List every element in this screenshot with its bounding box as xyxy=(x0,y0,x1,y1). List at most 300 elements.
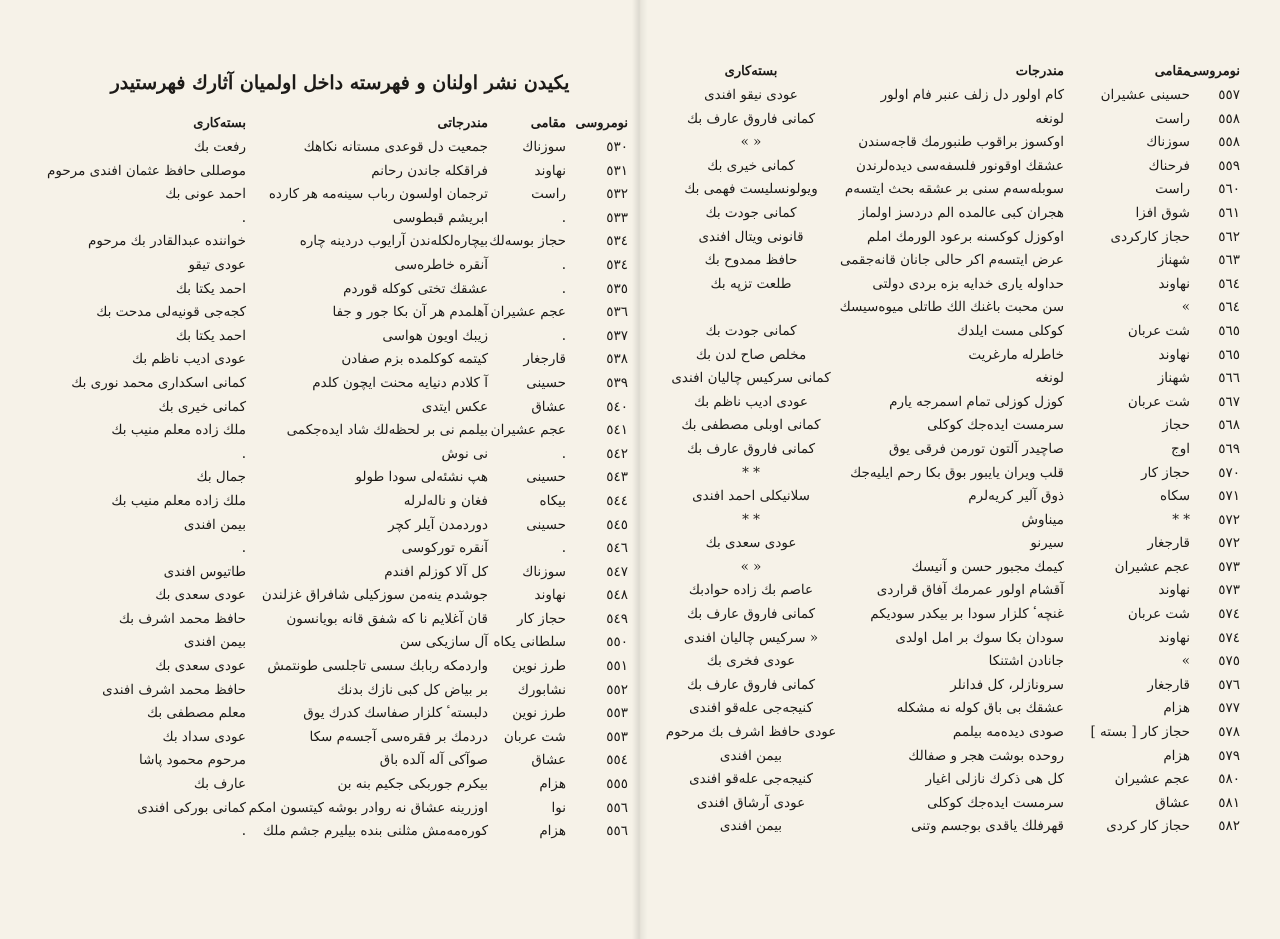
composer-cell: حافظ محمد اشرف بك xyxy=(118,610,246,627)
table-row xyxy=(58,230,628,254)
header-composer: بستەکاری xyxy=(193,116,246,131)
table-row xyxy=(660,721,1260,745)
makam-cell: عجم عشیران xyxy=(1114,558,1190,575)
table-row xyxy=(660,697,1260,721)
content-cell: آ کلادم دنیایە محنت ایچون کلدم xyxy=(312,374,488,391)
content-cell: آنقرە تورکوسی xyxy=(401,540,488,557)
record-number: ٥٦٠ xyxy=(1218,181,1240,198)
table-row xyxy=(660,296,1260,320)
content-cell: حداولە یاری خدایە بزە بردی دولتی xyxy=(872,275,1064,292)
content-cell: سودان بکا سوك بر امل اولدی xyxy=(895,629,1064,646)
content-cell: اوکسوز براقوب طنبورمك قاجەسندن xyxy=(858,134,1064,151)
table-row xyxy=(58,608,628,632)
composer-cell: عودی سعدی بك xyxy=(705,535,797,552)
table-header xyxy=(660,60,1260,84)
composer-cell: حافظ محمد اشرف افندی xyxy=(102,681,246,698)
makam-cell: نشابورك xyxy=(517,681,566,698)
content-cell: بیکرم جوربکی جکیم بنە بن xyxy=(337,776,488,793)
composer-cell: کمانی بورکی افندی xyxy=(137,799,246,816)
makam-cell: شت عربان xyxy=(1127,393,1190,410)
header-number: نومروسی xyxy=(1187,64,1240,79)
record-number: ٥٥٠ xyxy=(606,634,628,651)
makam-cell: شوق افزا xyxy=(1135,204,1190,221)
composer-cell: . xyxy=(241,445,246,462)
makam-cell: نهاوند xyxy=(534,587,566,604)
record-number: ٥٧٧ xyxy=(1218,700,1240,717)
composer-cell: عودی ادیب ناظم بك xyxy=(694,393,808,410)
record-number: ٥٥٦ xyxy=(606,823,628,840)
composer-cell: عودی حافظ اشرف بك مرحوم xyxy=(665,724,837,741)
makam-cell: فرحناك xyxy=(1148,157,1190,174)
content-cell: دردمك بر فقرەسی آجسەم سکا xyxy=(309,728,488,745)
content-cell: قان آغلایم نا که شفق قانه بویانسون xyxy=(286,610,488,627)
table-row xyxy=(58,797,628,821)
makam-cell: راست xyxy=(531,186,566,203)
makam-cell: عشاق xyxy=(531,752,566,769)
content-cell: عشقك تختی کوکلە قوردم xyxy=(343,280,488,297)
makam-cell: سلطانی یکاه xyxy=(493,634,566,651)
content-cell: نی نوش xyxy=(441,445,488,462)
makam-cell: عشاق xyxy=(1155,794,1190,811)
record-number: ٥٣٢ xyxy=(606,186,628,203)
record-number: ٥٤٤ xyxy=(606,492,628,509)
composer-cell: بیمن افندی xyxy=(183,634,246,651)
makam-cell: حجاز کار xyxy=(1140,464,1190,481)
table-row xyxy=(58,207,628,231)
record-number: ٥٧٨ xyxy=(1218,724,1240,741)
composer-cell: * * xyxy=(742,464,760,481)
table-row xyxy=(660,745,1260,769)
record-number: ٥٦١ xyxy=(1218,204,1240,221)
makam-cell: شت عربان xyxy=(1127,606,1190,623)
makam-cell: حجاز کار کردی xyxy=(1106,818,1190,835)
table-row xyxy=(58,466,628,490)
composer-cell: موصللی حافظ عثمان افندی مرحوم xyxy=(47,162,246,179)
table-row xyxy=(58,183,628,207)
content-cell: لونغە xyxy=(1035,370,1064,387)
record-number: ٥٧٣ xyxy=(1218,582,1240,599)
makam-cell: قارجغار xyxy=(523,351,566,368)
content-cell: آنقرە خاطرەسی xyxy=(394,256,488,273)
content-cell: کوزل کوزلی تمام اسمرجە یارم xyxy=(889,393,1064,410)
composer-cell: . xyxy=(241,823,246,840)
content-cell: هجران کبی عالمدە الم دردسز اولماز xyxy=(858,204,1064,221)
table-row xyxy=(660,792,1260,816)
composer-cell: عاصم بك زادە حوادبك xyxy=(688,582,814,599)
table-row xyxy=(47,160,628,184)
record-number: ٥٦٤ xyxy=(1218,299,1240,316)
table-row xyxy=(58,136,628,160)
composer-cell: . xyxy=(241,540,246,557)
catalog-table-right xyxy=(660,60,1260,839)
makam-cell: عجم عشیران xyxy=(1114,771,1190,788)
content-cell: کل آلا کوزلم افندم xyxy=(384,563,488,580)
record-number: ٥٣٤ xyxy=(606,256,628,273)
composer-cell: کنیجەجی علەقو افندی xyxy=(689,700,813,717)
content-cell: واردمکه ربابك سسی تاجلسی طونتمش xyxy=(267,658,488,675)
record-number: ٥٦٩ xyxy=(1218,440,1240,457)
record-number: ٥٧٤ xyxy=(1218,629,1240,646)
table-row xyxy=(58,325,628,349)
composer-cell: احمد عونی بك xyxy=(165,186,246,203)
composer-cell: ملك زادە معلم منیب بك xyxy=(111,492,246,509)
content-cell: آل سازیکی سن xyxy=(399,634,488,651)
table-row xyxy=(660,273,1260,297)
table-row xyxy=(58,749,628,773)
table-row xyxy=(58,254,628,278)
table-row xyxy=(58,301,628,325)
composer-cell: کنیجەجی علەقو افندی xyxy=(689,771,813,788)
right-page xyxy=(640,0,1280,939)
makam-cell: سوزناك xyxy=(1146,134,1190,151)
record-number: ٥٥٣ xyxy=(606,728,628,745)
table-row xyxy=(660,650,1260,674)
content-cell: سرونازلر، کل فدانلر xyxy=(950,676,1064,693)
content-cell: صاچیدر آلتون تورمن فرقی یوق xyxy=(888,440,1064,457)
table-row xyxy=(58,584,628,608)
makam-cell: . xyxy=(561,445,566,462)
content-cell: کورەمەمش مثلنی بندە بیلیرم جشم ملك xyxy=(262,823,488,840)
composer-cell: کمانی خیری بك xyxy=(158,398,246,415)
record-number: ٥٧٩ xyxy=(1218,747,1240,764)
record-number: ٥٣١ xyxy=(606,162,628,179)
record-number: ٥٥٩ xyxy=(1218,157,1240,174)
content-cell: کیمك مجبور حسن و آنیسك xyxy=(911,558,1064,575)
composer-cell: کمانی فاروق عارف بك xyxy=(686,440,816,457)
composer-cell: مرحوم محمود پاشا xyxy=(139,752,246,769)
composer-cell: ملك زادە معلم منیب بك xyxy=(111,422,246,439)
content-cell: میناوش xyxy=(1021,511,1064,528)
content-cell: عرض ایتسەم اکر حالی جانان قانەجقمی xyxy=(840,252,1064,269)
makam-cell: . xyxy=(561,280,566,297)
table-row xyxy=(660,603,1260,627)
record-number: ٥٧١ xyxy=(1218,488,1240,505)
content-cell: جانادن اشتنکا xyxy=(988,653,1064,670)
book-gutter xyxy=(632,0,648,939)
record-number: ٥٧٢ xyxy=(1218,535,1240,552)
table-row xyxy=(660,202,1260,226)
composer-cell: جمال بك xyxy=(196,469,246,486)
record-number: ٥٦٥ xyxy=(1218,322,1240,339)
content-cell: جمعیت دل قوعدی مستانە نکاهك xyxy=(303,139,488,155)
record-number: ٥٦٥ xyxy=(1218,346,1240,363)
makam-cell: شت عربان xyxy=(503,728,566,745)
content-cell: کام اولور دل زلف عنبر فام اولور xyxy=(880,87,1064,103)
record-number: ٥٧٥ xyxy=(1218,653,1240,670)
makam-cell: بیکاه xyxy=(539,492,566,509)
header-number: نومروسی xyxy=(575,116,628,131)
composer-cell: کمانی فاروق عارف بك xyxy=(686,676,816,693)
table-row xyxy=(58,820,628,844)
content-cell: عکس ایتدی xyxy=(421,398,488,415)
makam-cell: اوج xyxy=(1171,440,1190,457)
content-cell: لونغە xyxy=(1035,110,1064,127)
makam-cell: نهاوند xyxy=(1158,275,1190,292)
content-cell: فراقکلە جاندن رحانم xyxy=(371,162,488,179)
record-number: ٥٥٣ xyxy=(606,705,628,722)
makam-cell: حجاز کارکردی xyxy=(1110,228,1190,245)
header-makam: مقامی xyxy=(530,116,566,131)
makam-cell: حسینی xyxy=(526,374,566,391)
content-cell: صودی دیدەمە بیلمم xyxy=(952,724,1064,741)
record-number: ٥٣٩ xyxy=(606,374,628,391)
composer-cell: مخلص صاح لدن بك xyxy=(695,346,807,363)
table-row xyxy=(58,372,628,396)
content-cell: آقشام اولور عمرمك آفاق قراردی xyxy=(876,582,1064,599)
table-header xyxy=(58,112,628,136)
makam-cell: » xyxy=(1181,653,1190,670)
table-row xyxy=(660,768,1260,792)
table-row xyxy=(58,631,628,655)
makam-cell: . xyxy=(561,256,566,273)
record-number: ٥٦٤ xyxy=(1218,275,1240,292)
content-cell: بیلمم نی بر لحظەلك شاد ایدەجکمی xyxy=(286,422,488,439)
composer-cell: عودی فخری بك xyxy=(706,653,796,670)
composer-cell: . xyxy=(241,209,246,226)
table-row xyxy=(58,679,628,703)
record-number: ٥٥٨ xyxy=(1218,134,1240,151)
makam-cell: قارجغار xyxy=(1147,535,1190,552)
record-number: ٥٣٨ xyxy=(606,351,628,368)
content-cell: فغان و نالەلرلە xyxy=(403,492,488,509)
makam-cell: حسینی xyxy=(526,469,566,486)
composer-cell: کمانی جودت بك xyxy=(705,322,797,339)
makam-cell: راست xyxy=(1155,181,1190,198)
composer-cell: قانونی ویتال افندی xyxy=(698,228,804,245)
composer-cell: طلعت تزپە بك xyxy=(710,275,792,292)
makam-cell: نهاوند xyxy=(1158,346,1190,363)
makam-cell: شهناز xyxy=(1157,252,1190,269)
record-number: ٥٧٣ xyxy=(1218,558,1240,575)
composer-cell: کمانی خیری بك xyxy=(707,157,795,174)
content-cell: خاطرلە مارغریت xyxy=(968,346,1064,363)
table-row xyxy=(58,396,628,420)
composer-cell: عودی سداد بك xyxy=(162,728,246,745)
record-number: ٥٤٣ xyxy=(606,469,628,486)
content-cell: زیبك اویون هواسی xyxy=(382,327,488,344)
makam-cell: حسینی عشیران xyxy=(1100,87,1190,103)
table-row xyxy=(58,773,628,797)
table-row xyxy=(660,131,1260,155)
content-cell: کیتمە کوکلمدە بزم صفادن xyxy=(341,351,488,368)
makam-cell: هزام xyxy=(539,823,566,840)
table-row xyxy=(660,627,1260,651)
composer-cell: کمانی اسکداری محمد نوری بك xyxy=(71,374,246,391)
record-number: ٥٤٦ xyxy=(606,540,628,557)
record-number: ٥٨١ xyxy=(1218,794,1240,811)
makam-cell: عشاق xyxy=(531,398,566,415)
record-number: ٥٨٠ xyxy=(1218,771,1240,788)
table-row xyxy=(660,674,1260,698)
composer-cell: کمانی سرکیس چالیان افندی xyxy=(671,370,831,387)
header-content: مندرجات xyxy=(1015,64,1064,79)
makam-cell: شهناز xyxy=(1157,370,1190,387)
record-number: ٥٤٢ xyxy=(606,445,628,462)
makam-cell: حجاز بوسەلك xyxy=(489,233,566,250)
content-cell: سرمست ایدەجك کوکلی xyxy=(927,794,1064,811)
record-number: ٥٤٨ xyxy=(606,587,628,604)
table-row xyxy=(660,320,1260,344)
table-row xyxy=(660,108,1260,132)
composer-cell: رفعت بك xyxy=(193,139,246,155)
record-number: ٥٧٤ xyxy=(1218,606,1240,623)
makam-cell: هزام xyxy=(1163,747,1190,764)
content-cell: سن محبت باغنك الك طاتلی میوەسیسك xyxy=(839,299,1064,316)
table-row xyxy=(660,462,1260,486)
record-number: ٥٧٠ xyxy=(1218,464,1240,481)
record-number: ٥٤٠ xyxy=(606,398,628,415)
record-number: ٥٣٧ xyxy=(606,327,628,344)
table-row xyxy=(660,391,1260,415)
composer-cell: عودی تیقو xyxy=(188,256,246,273)
makam-cell: قارجغار xyxy=(1147,676,1190,693)
makam-cell: . xyxy=(561,540,566,557)
record-number: ٥٦٣ xyxy=(1218,252,1240,269)
composer-cell: « » xyxy=(740,558,762,575)
table-row xyxy=(660,344,1260,368)
composer-cell: حافظ ممدوح بك xyxy=(704,252,798,269)
content-cell: بیچارەلکلەندن آرایوب دردینە چارە xyxy=(299,233,488,250)
table-row xyxy=(660,249,1260,273)
record-number: ٥٣٥ xyxy=(606,280,628,297)
table-row xyxy=(660,155,1260,179)
composer-cell: عودی سعدی بك xyxy=(155,658,246,675)
composer-cell: بیمن افندی xyxy=(183,516,246,533)
table-row xyxy=(660,509,1260,533)
composer-cell: عودی آرشاق افندی xyxy=(696,794,806,811)
composer-cell: کمانی جودت بك xyxy=(705,204,797,221)
record-number: ٥٥٥ xyxy=(606,776,628,793)
composer-cell: سلانیکلی احمد افندی xyxy=(692,488,810,505)
table-row xyxy=(660,532,1260,556)
composer-cell: عودی سعدی بك xyxy=(155,587,246,604)
makam-cell: حجاز کار [ بستە ] xyxy=(1090,724,1190,741)
record-number: ٥٧٢ xyxy=(1218,511,1240,528)
content-cell: دوردمدن آیلر کچر xyxy=(388,516,488,533)
table-row xyxy=(660,414,1260,438)
content-cell: سرمست ایدەجك کوکلی xyxy=(927,417,1064,434)
composer-cell: عودی ادیب ناظم بك xyxy=(132,351,246,368)
makam-cell: شت عربان xyxy=(1127,322,1190,339)
makam-cell: نهاوند xyxy=(534,162,566,179)
content-cell: روحدە بوشت هجر و صفالك xyxy=(908,747,1064,764)
content-cell: قلب ویران یایبور بوق بکا رحم ایلیەجك xyxy=(850,464,1064,481)
makam-cell: نهاوند xyxy=(1158,582,1190,599)
record-number: ٥٥٦ xyxy=(606,799,628,816)
composer-cell: « سرکیس چالیان افندی xyxy=(683,629,819,646)
content-cell: دلبستەٴ کلزار صفاسك کدرك یوق xyxy=(303,705,488,722)
content-cell: عشقك بی باق کولە نە مشکلە xyxy=(896,700,1064,717)
record-number: ٥٨٢ xyxy=(1218,818,1240,835)
record-number: ٥٦٦ xyxy=(1218,370,1240,387)
record-number: ٥٣٣ xyxy=(606,209,628,226)
record-number: ٥٣٤ xyxy=(606,233,628,250)
record-number: ٥٥٢ xyxy=(606,681,628,698)
table-row xyxy=(58,490,628,514)
composer-cell: طاتیوس افندی xyxy=(163,563,246,580)
table-row xyxy=(58,702,628,726)
record-number: ٥٥١ xyxy=(606,658,628,675)
table-row xyxy=(660,178,1260,202)
header-makam: مقامی xyxy=(1154,64,1190,79)
table-row xyxy=(58,278,628,302)
composer-cell: احمد یکتا بك xyxy=(175,280,246,297)
makam-cell: نوا xyxy=(551,799,566,816)
content-cell: سوبلەسەم سنی بر عشقە بحث ایتسەم xyxy=(844,181,1064,198)
composer-cell: معلم مصطفی بك xyxy=(146,705,246,722)
record-number: ٥٣٠ xyxy=(606,139,628,155)
record-number: ٥٤٧ xyxy=(606,563,628,580)
composer-cell: * * xyxy=(742,511,760,528)
record-number: ٥٦٧ xyxy=(1218,393,1240,410)
makam-cell: عجم عشیران xyxy=(490,422,566,439)
table-row xyxy=(58,514,628,538)
makam-cell: هزام xyxy=(1163,700,1190,717)
content-cell: ترجمان اولسون رباب سینەمە هر کاردە xyxy=(268,186,488,203)
table-row xyxy=(58,655,628,679)
table-row xyxy=(58,348,628,372)
composer-cell: کمانی فاروق عارف بك xyxy=(686,606,816,623)
composer-cell: کمانی فاروق عارف بك xyxy=(686,110,816,127)
makam-cell: . xyxy=(561,327,566,344)
record-number: ٥٦٨ xyxy=(1218,417,1240,434)
content-cell: اوزرینە عشاق نە روادر بوشە کیتسون امکم xyxy=(248,799,488,816)
composer-cell: عودی نیقو افندی xyxy=(704,87,798,103)
content-cell: سیرنو xyxy=(1030,535,1064,552)
makam-cell: * * xyxy=(1172,511,1190,528)
makam-cell: نهاوند xyxy=(1158,629,1190,646)
content-cell: هپ نشئەلی سودا طولو xyxy=(355,469,488,486)
table-row xyxy=(58,419,628,443)
content-cell: ذوق آلیر کریەلرم xyxy=(968,488,1064,505)
content-cell: غنچەٴ کلزار سودا بر بیکدر سودیکم xyxy=(870,606,1064,623)
catalog-table-left xyxy=(47,112,628,844)
table-row xyxy=(660,485,1260,509)
record-number: ٥٤١ xyxy=(606,422,628,439)
header-composer: بستەکاری xyxy=(724,64,778,79)
record-number: ٥٥٤ xyxy=(606,752,628,769)
record-number: ٥٦٢ xyxy=(1218,228,1240,245)
composer-cell: عارف بك xyxy=(193,776,246,793)
makam-cell: سوزناك xyxy=(522,139,566,155)
table-row xyxy=(660,815,1260,839)
content-cell: بر بیاض کل کبی نازك بدنك xyxy=(337,681,488,698)
record-number: ٥٥٨ xyxy=(1218,110,1240,127)
composer-cell: « » xyxy=(740,134,762,151)
table-row xyxy=(660,226,1260,250)
record-number: ٥٤٥ xyxy=(606,516,628,533)
table-row xyxy=(660,84,1260,108)
header-content: مندرجاتی xyxy=(437,116,488,131)
content-cell: قهرفلك یاقدی بوجسم وتنی xyxy=(911,818,1064,835)
makam-cell: . xyxy=(561,209,566,226)
content-cell: کل هی ذکرك نازلی اغیار xyxy=(925,771,1064,788)
makam-cell: حجاز کار xyxy=(516,610,566,627)
record-number: ٥٧٦ xyxy=(1218,676,1240,693)
content-cell: آهلمدم هر آن بکا جور و جفا xyxy=(332,304,488,321)
table-row xyxy=(58,561,628,585)
composer-cell: احمد یکتا بك xyxy=(175,327,246,344)
makam-cell: طرز نوین xyxy=(512,705,566,722)
record-number: ٥٣٦ xyxy=(606,304,628,321)
content-cell: اوکوزل کوکسنە برعود الورمك املم xyxy=(867,228,1064,245)
composer-cell: ویولونسلیست فهمی بك xyxy=(684,181,818,198)
content-cell: کوکلی مست ایلدك xyxy=(957,322,1064,339)
table-row xyxy=(660,579,1260,603)
composer-cell: بیمن افندی xyxy=(719,818,783,835)
record-number: ٥٥٧ xyxy=(1218,87,1240,103)
content-cell: ابریشم قبطوسی xyxy=(392,209,488,226)
